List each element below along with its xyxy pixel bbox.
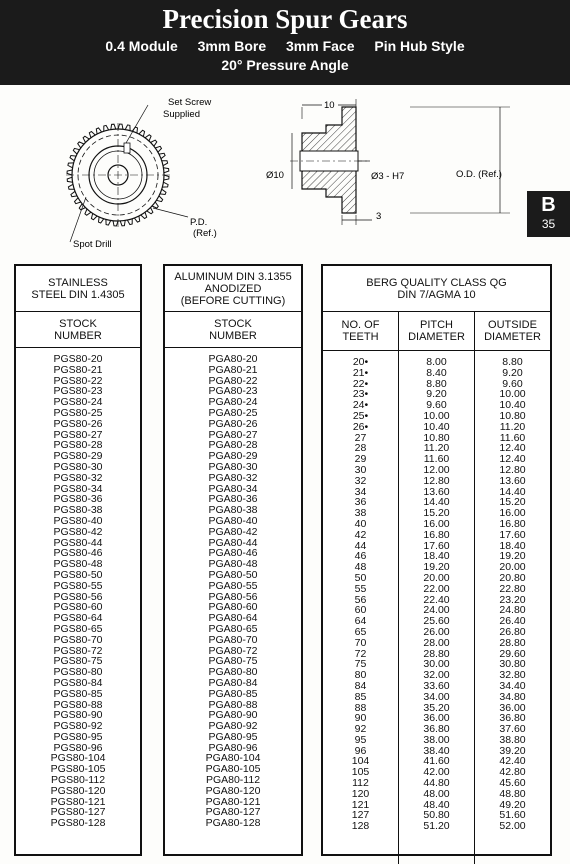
aluminum-stock-item: PGA80-85 [208, 687, 258, 700]
aluminum-header-line2: ANODIZED [204, 282, 262, 295]
teeth-cell: 50 [354, 571, 367, 584]
pitch-diameter-cell: 48.00 [423, 787, 450, 800]
pd-ref-label: (Ref.) [193, 228, 217, 239]
aluminum-col-line2: NUMBER [209, 329, 257, 342]
teeth-cell: 112 [352, 777, 369, 790]
stainless-stock-item: PGS80-120 [50, 784, 106, 797]
outside-diameter-cell: 26.40 [499, 615, 526, 628]
teeth-cell: 22• [352, 377, 369, 390]
teeth-cell: 24• [352, 399, 369, 412]
aluminum-stock-item: PGA80-50 [208, 568, 258, 581]
section-tab [527, 191, 570, 237]
page-number: 35 [541, 217, 556, 231]
teeth-cell: 32 [354, 474, 367, 487]
aluminum-stock-item: PGA80-56 [208, 590, 258, 603]
teeth-cell: 60 [354, 604, 367, 617]
stainless-stock-column [16, 348, 140, 829]
aluminum-stock-item: PGA80-28 [208, 439, 258, 452]
aluminum-stock-item: PGA80-22 [208, 374, 258, 387]
pitch-column [398, 351, 474, 864]
stainless-stock-item: PGS80-112 [50, 774, 106, 787]
section-letter: B [541, 194, 556, 216]
stainless-stock-item: PGS80-26 [53, 417, 103, 430]
outside-diameter-cell: 24.80 [499, 604, 526, 617]
pitch-diameter-cell: 25.60 [423, 615, 450, 628]
teeth-cell: 72 [354, 647, 367, 660]
aluminum-stock-item: PGA80-75 [208, 655, 258, 668]
aluminum-stock-item: PGA80-64 [208, 612, 258, 625]
aluminum-stock-item: PGA80-90 [208, 709, 258, 722]
aluminum-stock-item: PGA80-120 [205, 784, 261, 797]
outside-diameter-cell: 36.80 [499, 712, 526, 725]
outside-diameter-cell: 39.20 [499, 744, 526, 757]
teeth-cell: 120 [351, 787, 370, 800]
pitch-diameter-cell: 20.00 [423, 571, 450, 584]
aluminum-stock-item: PGA80-48 [208, 558, 258, 571]
outside-diameter-cell: 45.60 [499, 777, 526, 790]
berg-header [323, 266, 550, 312]
aluminum-table [163, 264, 303, 856]
outside-diameter-cell: 23.20 [499, 593, 526, 606]
pitch-diameter-cell: 18.40 [423, 550, 450, 563]
teeth-cell: 85 [354, 690, 367, 703]
spec-face: 3mm Face [286, 38, 355, 54]
pitch-diameter-cell: 33.60 [423, 679, 450, 692]
stainless-stock-item: PGS80-32 [53, 471, 103, 484]
pitch-diameter-cell: 22.40 [423, 593, 450, 606]
stainless-stock-item: PGS80-127 [50, 806, 106, 819]
stainless-stock-item: PGS80-25 [53, 406, 103, 419]
berg-header-line1: BERG QUALITY CLASS QG [366, 276, 507, 289]
spec-bore: 3mm Bore [197, 38, 267, 54]
aluminum-stock-item: PGA80-42 [208, 525, 258, 538]
teeth-cell: 21• [352, 366, 369, 379]
stainless-stock-item: PGS80-46 [53, 547, 103, 560]
outside-diameter-cell: 12.40 [499, 453, 526, 466]
stainless-header [16, 266, 140, 312]
pitch-diameter-cell: 34.00 [423, 690, 450, 703]
outside-diameter-cell: 20.80 [499, 571, 526, 584]
stainless-stock-item: PGS80-70 [53, 633, 103, 646]
stainless-stock-item: PGS80-24 [53, 396, 103, 409]
outside-diameter-cell: 52.00 [499, 820, 526, 833]
pitch-diameter-cell: 41.60 [423, 755, 450, 768]
outside-diameter-cell: 32.80 [499, 669, 526, 682]
pitch-col-line2: DIAMETER [408, 331, 465, 343]
aluminum-stock-item: PGA80-23 [208, 385, 258, 398]
stainless-stock-item: PGS80-36 [53, 493, 103, 506]
pitch-diameter-cell: 38.40 [423, 744, 450, 757]
teeth-cell: 46 [354, 550, 367, 563]
outside-diameter-cell: 11.60 [499, 431, 526, 444]
stainless-stock-item: PGS80-88 [53, 698, 103, 711]
outside-diameter-cell: 10.00 [499, 388, 526, 401]
berg-col-headers [323, 312, 550, 351]
teeth-cell: 92 [354, 723, 367, 736]
outside-diameter-cell: 9.20 [502, 366, 523, 379]
pitch-diameter-cell: 28.00 [423, 636, 450, 649]
pitch-diameter-cell: 10.00 [423, 409, 450, 422]
stainless-stock-item: PGS80-40 [53, 514, 103, 527]
teeth-cell: 127 [351, 809, 370, 822]
pitch-diameter-cell: 10.40 [423, 420, 450, 433]
outside-diameter-cell: 12.80 [499, 463, 526, 476]
teeth-cell: 80 [354, 669, 367, 682]
pitch-diameter-cell: 12.80 [423, 474, 450, 487]
stainless-stock-item: PGS80-92 [53, 720, 103, 733]
aluminum-stock-item: PGA80-32 [208, 471, 258, 484]
stainless-stock-item: PGS80-22 [53, 374, 103, 387]
outside-diameter-cell: 29.60 [499, 647, 526, 660]
aluminum-stock-column [165, 348, 301, 829]
stainless-stock-item: PGS80-90 [53, 709, 103, 722]
aluminum-stock-item: PGA80-27 [208, 428, 258, 441]
stainless-stock-item: PGS80-27 [53, 428, 103, 441]
supplied-label: Supplied [163, 109, 200, 120]
pitch-diameter-cell: 36.00 [423, 712, 450, 725]
aluminum-stock-item: PGA80-65 [208, 622, 258, 635]
teeth-col-header [323, 312, 398, 350]
set-screw-label: Set Screw [168, 97, 212, 108]
teeth-cell: 30 [354, 463, 367, 476]
teeth-cell: 23• [352, 388, 369, 401]
outside-diameter-cell: 13.60 [499, 474, 526, 487]
outside-diameter-cell: 48.80 [499, 787, 526, 800]
aluminum-stock-item: PGA80-127 [205, 806, 261, 819]
stainless-header-line2: STEEL DIN 1.4305 [31, 288, 125, 301]
aluminum-stock-item: PGA80-25 [208, 406, 258, 419]
outside-column [474, 351, 550, 864]
outside-diameter-cell: 34.80 [499, 690, 526, 703]
aluminum-stock-item: PGA80-92 [208, 720, 258, 733]
aluminum-col-header [165, 312, 301, 348]
aluminum-stock-item: PGA80-60 [208, 601, 258, 614]
outside-diameter-cell: 22.80 [499, 582, 526, 595]
pitch-diameter-cell: 30.00 [423, 658, 450, 671]
teeth-cell: 128 [351, 820, 370, 833]
teeth-cell: 64 [354, 615, 367, 628]
pitch-diameter-cell: 35.20 [423, 701, 450, 714]
aluminum-stock-item: PGA80-20 [208, 353, 258, 365]
aluminum-stock-item: PGA80-104 [205, 752, 261, 765]
pressure-angle: 20° Pressure Angle [221, 57, 349, 73]
outside-diameter-cell: 42.40 [499, 755, 526, 768]
stainless-stock-item: PGS80-105 [50, 763, 106, 776]
pitch-diameter-cell: 12.00 [423, 463, 450, 476]
aluminum-stock-item: PGA80-40 [208, 514, 258, 527]
teeth-col-line2: TEETH [342, 331, 379, 343]
page-title: Precision Spur Gears [162, 4, 408, 34]
teeth-cell: 65 [354, 625, 367, 638]
stainless-stock-item: PGS80-23 [53, 385, 103, 398]
outside-col-header [474, 312, 550, 350]
pitch-diameter-cell: 16.80 [423, 528, 450, 541]
aluminum-stock-item: PGA80-121 [205, 795, 261, 808]
stainless-stock-item: PGS80-60 [53, 601, 103, 614]
stainless-stock-item: PGS80-34 [53, 482, 103, 495]
spec-hub: Pin Hub Style [374, 38, 465, 54]
pitch-col-header [398, 312, 474, 350]
page-header [0, 0, 570, 85]
outside-diameter-cell: 9.60 [502, 377, 523, 390]
stainless-stock-item: PGS80-42 [53, 525, 103, 538]
pitch-diameter-cell: 10.80 [423, 431, 450, 444]
stainless-stock-item: PGS80-72 [53, 644, 103, 657]
pitch-diameter-cell: 9.60 [426, 399, 447, 412]
stainless-table [14, 264, 142, 856]
teeth-cell: 105 [351, 766, 370, 779]
pitch-diameter-cell: 17.60 [423, 539, 450, 552]
teeth-cell: 36 [354, 496, 367, 509]
pitch-diameter-cell: 24.00 [423, 604, 450, 617]
spot-drill-label: Spot Drill [73, 239, 112, 250]
stainless-stock-item: PGS80-85 [53, 687, 103, 700]
pitch-diameter-cell: 16.00 [423, 517, 450, 530]
outside-diameter-cell: 36.00 [499, 701, 526, 714]
outside-diameter-cell: 17.60 [499, 528, 526, 541]
outside-diameter-cell: 20.00 [499, 561, 526, 574]
pitch-diameter-cell: 22.00 [423, 582, 450, 595]
aluminum-header [165, 266, 301, 312]
teeth-cell: 55 [354, 582, 367, 595]
outside-diameter-cell: 18.40 [499, 539, 526, 552]
stainless-stock-item: PGS80-84 [53, 676, 103, 689]
teeth-column [323, 351, 398, 864]
pitch-col-line1: PITCH [420, 319, 453, 331]
aluminum-stock-item: PGA80-34 [208, 482, 258, 495]
outside-diameter-cell: 16.00 [499, 507, 526, 520]
dim-bore: Ø3 - H7 [371, 171, 405, 182]
pitch-diameter-cell: 51.20 [423, 820, 450, 833]
outside-diameter-cell: 14.40 [499, 485, 526, 498]
stainless-stock-item: PGS80-128 [50, 817, 106, 830]
stainless-stock-item: PGS80-44 [53, 536, 103, 549]
stainless-col-line2: NUMBER [54, 329, 102, 342]
aluminum-stock-item: PGA80-21 [208, 363, 258, 376]
aluminum-stock-item: PGA80-55 [208, 579, 258, 592]
pitch-diameter-cell: 36.80 [423, 723, 450, 736]
spec-line [0, 37, 570, 56]
outside-diameter-cell: 15.20 [499, 496, 526, 509]
spec-module: 0.4 Module [105, 38, 178, 54]
stainless-stock-item: PGS80-96 [53, 741, 103, 754]
pitch-diameter-cell: 32.00 [423, 669, 450, 682]
pitch-diameter-cell: 15.20 [423, 507, 450, 520]
pd-label: P.D. [190, 217, 208, 228]
aluminum-stock-item: PGA80-80 [208, 666, 258, 679]
pitch-diameter-cell: 8.00 [426, 356, 447, 368]
pitch-diameter-cell: 8.80 [426, 377, 447, 390]
stainless-stock-item: PGS80-121 [50, 795, 106, 808]
aluminum-col-line1: STOCK [214, 317, 252, 330]
stainless-stock-item: PGS80-29 [53, 450, 103, 463]
aluminum-stock-item: PGA80-88 [208, 698, 258, 711]
teeth-cell: 26• [352, 420, 369, 433]
berg-table [321, 264, 552, 856]
outside-diameter-cell: 49.20 [499, 798, 526, 811]
teeth-cell: 56 [354, 593, 367, 606]
outside-col-line2: DIAMETER [484, 331, 541, 343]
pitch-diameter-cell: 48.40 [423, 798, 450, 811]
gear-drawing [0, 85, 570, 260]
stainless-stock-item: PGS80-30 [53, 460, 103, 473]
outside-diameter-cell: 37.60 [499, 723, 526, 736]
aluminum-header-line1: ALUMINUM DIN 3.1355 [174, 270, 292, 283]
teeth-cell: 75 [354, 658, 367, 671]
pitch-diameter-cell: 50.80 [423, 809, 450, 822]
dim-10-dia: Ø10 [266, 170, 284, 181]
outside-diameter-cell: 8.80 [502, 356, 523, 368]
stainless-header-line1: STAINLESS [48, 276, 108, 289]
teeth-cell: 27 [354, 431, 367, 444]
aluminum-stock-item: PGA80-36 [208, 493, 258, 506]
aluminum-stock-item: PGA80-95 [208, 730, 258, 743]
stainless-stock-item: PGS80-65 [53, 622, 103, 635]
aluminum-stock-item: PGA80-24 [208, 396, 258, 409]
teeth-cell: 84 [354, 679, 367, 692]
stainless-stock-item: PGS80-28 [53, 439, 103, 452]
teeth-cell: 95 [354, 733, 367, 746]
aluminum-stock-item: PGA80-72 [208, 644, 258, 657]
pitch-diameter-cell: 9.20 [426, 388, 447, 401]
stainless-col-header [16, 312, 140, 348]
pitch-diameter-cell: 28.80 [423, 647, 450, 660]
outside-col-line1: OUTSIDE [488, 319, 537, 331]
teeth-cell: 44 [354, 539, 367, 552]
teeth-cell: 38 [354, 507, 367, 520]
teeth-cell: 20• [352, 356, 369, 368]
pitch-diameter-cell: 44.80 [423, 777, 450, 790]
teeth-cell: 88 [354, 701, 367, 714]
teeth-cell: 104 [351, 755, 370, 768]
stainless-stock-item: PGS80-104 [50, 752, 106, 765]
stainless-stock-item: PGS80-56 [53, 590, 103, 603]
stainless-stock-item: PGS80-50 [53, 568, 103, 581]
teeth-cell: 42 [354, 528, 367, 541]
aluminum-stock-item: PGA80-26 [208, 417, 258, 430]
teeth-cell: 40 [354, 517, 367, 530]
teeth-cell: 34 [354, 485, 367, 498]
stainless-stock-item: PGS80-95 [53, 730, 103, 743]
stainless-stock-item: PGS80-48 [53, 558, 103, 571]
pitch-diameter-cell: 8.40 [426, 366, 447, 379]
pitch-diameter-cell: 14.40 [423, 496, 450, 509]
aluminum-stock-item: PGA80-84 [208, 676, 258, 689]
aluminum-header-line3: (BEFORE CUTTING) [180, 294, 286, 307]
aluminum-stock-item: PGA80-38 [208, 504, 258, 517]
stainless-stock-item: PGS80-20 [53, 353, 103, 365]
pitch-diameter-cell: 26.00 [423, 625, 450, 638]
outside-diameter-cell: 30.80 [499, 658, 526, 671]
dim-3: 3 [376, 211, 382, 222]
stainless-stock-item: PGS80-21 [53, 363, 103, 376]
berg-rows [323, 351, 550, 864]
teeth-col-line1: NO. OF [341, 319, 380, 331]
stainless-col-line1: STOCK [59, 317, 97, 330]
outside-diameter-cell: 42.80 [499, 766, 526, 779]
teeth-cell: 25• [352, 409, 369, 422]
aluminum-stock-item: PGA80-30 [208, 460, 258, 473]
outside-diameter-cell: 10.80 [499, 409, 526, 422]
stainless-stock-item: PGS80-80 [53, 666, 103, 679]
teeth-cell: 28 [354, 442, 367, 455]
stainless-stock-item: PGS80-64 [53, 612, 103, 625]
outside-diameter-cell: 28.80 [499, 636, 526, 649]
aluminum-stock-item: PGA80-105 [205, 763, 261, 776]
outside-diameter-cell: 34.40 [499, 679, 526, 692]
aluminum-stock-item: PGA80-29 [208, 450, 258, 463]
gear-side-view [266, 99, 510, 225]
teeth-cell: 29 [354, 453, 367, 466]
outside-diameter-cell: 16.80 [499, 517, 526, 530]
dim-10-top: 10 [324, 100, 335, 111]
stainless-stock-item: PGS80-75 [53, 655, 103, 668]
teeth-cell: 121 [351, 798, 370, 811]
berg-header-line2: DIN 7/AGMA 10 [397, 288, 476, 301]
outside-diameter-cell: 11.20 [499, 420, 526, 433]
outside-diameter-cell: 10.40 [499, 399, 526, 412]
outside-diameter-cell: 38.80 [499, 733, 526, 746]
aluminum-stock-item: PGA80-112 [205, 774, 261, 787]
stainless-stock-item: PGS80-38 [53, 504, 103, 517]
aluminum-stock-item: PGA80-44 [208, 536, 258, 549]
aluminum-stock-item: PGA80-96 [208, 741, 258, 754]
outside-diameter-cell: 19.20 [499, 550, 526, 563]
pitch-diameter-cell: 38.00 [423, 733, 450, 746]
aluminum-stock-item: PGA80-46 [208, 547, 258, 560]
od-label: O.D. (Ref.) [456, 169, 502, 180]
pitch-diameter-cell: 42.00 [423, 766, 450, 779]
pitch-diameter-cell: 11.20 [423, 442, 450, 455]
teeth-cell: 90 [354, 712, 367, 725]
outside-diameter-cell: 51.60 [499, 809, 526, 822]
aluminum-stock-item: PGA80-70 [208, 633, 258, 646]
pitch-diameter-cell: 19.20 [423, 561, 450, 574]
pitch-diameter-cell: 13.60 [423, 485, 450, 498]
outside-diameter-cell: 12.40 [499, 442, 526, 455]
gear-front-view [66, 97, 217, 250]
pitch-diameter-cell: 11.60 [423, 453, 450, 466]
stainless-stock-item: PGS80-55 [53, 579, 103, 592]
teeth-cell: 70 [354, 636, 367, 649]
outside-diameter-cell: 26.80 [499, 625, 526, 638]
teeth-cell: 48 [354, 561, 367, 574]
teeth-cell: 96 [354, 744, 367, 757]
aluminum-stock-item: PGA80-128 [205, 817, 261, 830]
